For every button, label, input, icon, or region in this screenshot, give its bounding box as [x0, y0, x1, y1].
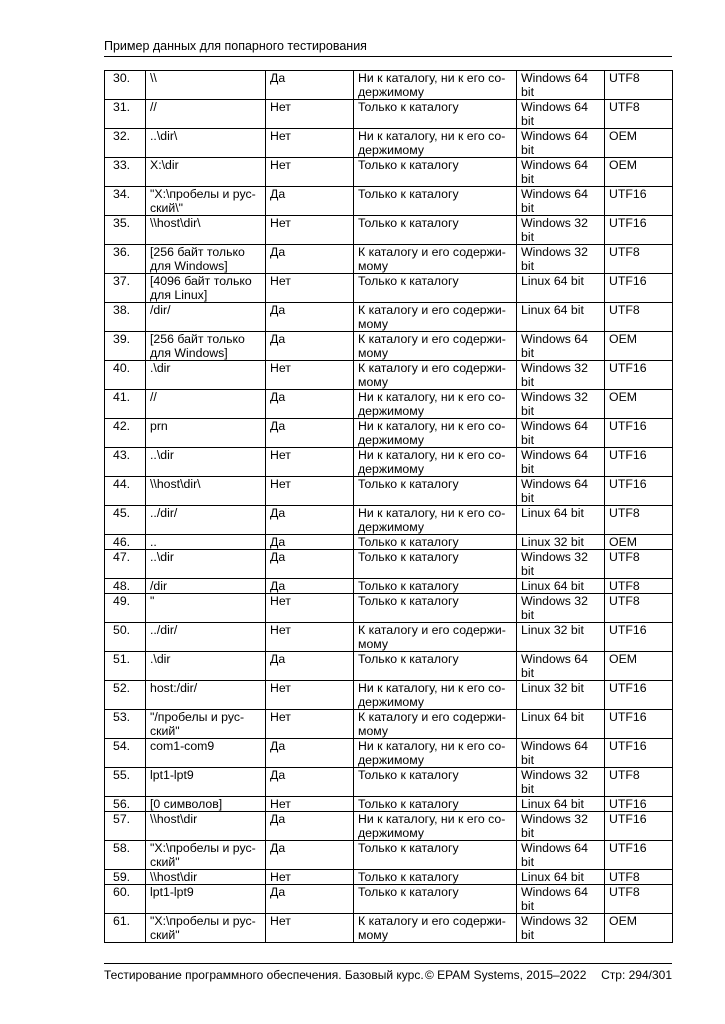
cell-row-number: 55. [105, 768, 146, 797]
cell-platform: Windows 64 bit [517, 448, 605, 477]
cell-path-value: [0 символов] [146, 797, 266, 812]
cell-trailing-slash-flag: Нет [266, 914, 354, 943]
cell-trailing-slash-flag: Да [266, 652, 354, 681]
cell-access-scope: Только к каталогу [354, 652, 517, 681]
cell-platform: Windows 64 bit [517, 477, 605, 506]
cell-row-number: 46. [105, 535, 146, 550]
cell-access-scope: Только к каталогу [354, 100, 517, 129]
cell-encoding: UTF16 [605, 448, 673, 477]
cell-encoding: UTF16 [605, 681, 673, 710]
cell-platform: Linux 32 bit [517, 623, 605, 652]
cell-row-number: 50. [105, 623, 146, 652]
table-row [105, 594, 673, 623]
cell-access-scope: Только к каталогу [354, 187, 517, 216]
cell-access-scope: Только к каталогу [354, 477, 517, 506]
footer-copyright: © EPAM Systems, 2015–2022 [425, 968, 587, 982]
cell-path-value: .\dir [146, 361, 266, 390]
cell-trailing-slash-flag: Да [266, 550, 354, 579]
cell-path-value: /dir/ [146, 303, 266, 332]
cell-path-value: host:/dir/ [146, 681, 266, 710]
cell-trailing-slash-flag: Нет [266, 216, 354, 245]
cell-access-scope: Ни к каталогу, ни к его со- держимому [354, 739, 517, 768]
cell-trailing-slash-flag: Нет [266, 797, 354, 812]
cell-trailing-slash-flag: Да [266, 579, 354, 594]
table-row [105, 274, 673, 303]
cell-platform: Windows 64 bit [517, 332, 605, 361]
cell-platform: Linux 64 bit [517, 506, 605, 535]
cell-path-value: ..\dir\ [146, 129, 266, 158]
cell-path-value: com1-com9 [146, 739, 266, 768]
cell-row-number: 33. [105, 158, 146, 187]
cell-row-number: 58. [105, 841, 146, 870]
table-row [105, 245, 673, 274]
cell-platform: Linux 64 bit [517, 710, 605, 739]
cell-row-number: 30. [105, 71, 146, 100]
cell-platform: Windows 64 bit [517, 158, 605, 187]
cell-access-scope: Только к каталогу [354, 768, 517, 797]
cell-trailing-slash-flag: Да [266, 332, 354, 361]
table-row [105, 332, 673, 361]
cell-access-scope: К каталогу и его содержи- мому [354, 623, 517, 652]
cell-path-value: ..\dir [146, 448, 266, 477]
table-row [105, 477, 673, 506]
cell-trailing-slash-flag: Да [266, 768, 354, 797]
cell-encoding: UTF8 [605, 870, 673, 885]
table-row [105, 361, 673, 390]
cell-trailing-slash-flag: Нет [266, 100, 354, 129]
cell-access-scope: К каталогу и его содержи- мому [354, 361, 517, 390]
cell-platform: Windows 64 bit [517, 129, 605, 158]
cell-path-value: \\host\dir [146, 812, 266, 841]
cell-access-scope: Только к каталогу [354, 594, 517, 623]
cell-path-value: " [146, 594, 266, 623]
cell-path-value: .. [146, 535, 266, 550]
cell-trailing-slash-flag: Нет [266, 623, 354, 652]
cell-path-value: \\host\dir [146, 870, 266, 885]
cell-row-number: 51. [105, 652, 146, 681]
footer-page-number: Стр: 294/301 [601, 968, 672, 982]
cell-encoding: UTF8 [605, 579, 673, 594]
cell-encoding: OEM [605, 652, 673, 681]
cell-path-value: "/пробелы и рус- ский" [146, 710, 266, 739]
cell-encoding: UTF8 [605, 71, 673, 100]
cell-trailing-slash-flag: Да [266, 187, 354, 216]
cell-path-value: .\dir [146, 652, 266, 681]
cell-access-scope: Ни к каталогу, ни к его со- держимому [354, 506, 517, 535]
cell-row-number: 49. [105, 594, 146, 623]
cell-path-value: "X:\пробелы и рус- ский" [146, 841, 266, 870]
cell-encoding: UTF16 [605, 187, 673, 216]
cell-row-number: 31. [105, 100, 146, 129]
cell-row-number: 35. [105, 216, 146, 245]
cell-trailing-slash-flag: Нет [266, 158, 354, 187]
cell-trailing-slash-flag: Нет [266, 129, 354, 158]
table-row [105, 216, 673, 245]
cell-platform: Windows 64 bit [517, 419, 605, 448]
cell-encoding: UTF16 [605, 841, 673, 870]
cell-trailing-slash-flag: Нет [266, 870, 354, 885]
cell-trailing-slash-flag: Нет [266, 681, 354, 710]
cell-access-scope: К каталогу и его содержи- мому [354, 303, 517, 332]
cell-trailing-slash-flag: Нет [266, 448, 354, 477]
cell-trailing-slash-flag: Да [266, 71, 354, 100]
cell-trailing-slash-flag: Да [266, 812, 354, 841]
cell-platform: Windows 32 bit [517, 361, 605, 390]
cell-path-value: "X:\пробелы и рус- ский" [146, 914, 266, 943]
cell-access-scope: Только к каталогу [354, 797, 517, 812]
cell-trailing-slash-flag: Да [266, 390, 354, 419]
cell-row-number: 47. [105, 550, 146, 579]
cell-access-scope: Ни к каталогу, ни к его со- держимому [354, 448, 517, 477]
cell-row-number: 39. [105, 332, 146, 361]
table-row [105, 506, 673, 535]
cell-access-scope: Только к каталогу [354, 579, 517, 594]
cell-access-scope: Ни к каталогу, ни к его со- держимому [354, 681, 517, 710]
cell-access-scope: Только к каталогу [354, 870, 517, 885]
cell-platform: Linux 64 bit [517, 579, 605, 594]
table-row [105, 841, 673, 870]
cell-platform: Windows 64 bit [517, 187, 605, 216]
table-row [105, 681, 673, 710]
cell-platform: Windows 32 bit [517, 914, 605, 943]
table-row [105, 550, 673, 579]
cell-row-number: 32. [105, 129, 146, 158]
table-row [105, 797, 673, 812]
cell-row-number: 38. [105, 303, 146, 332]
cell-path-value: [256 байт только для Windows] [146, 332, 266, 361]
cell-encoding: UTF16 [605, 419, 673, 448]
cell-row-number: 42. [105, 419, 146, 448]
table-row [105, 870, 673, 885]
table-row [105, 623, 673, 652]
cell-trailing-slash-flag: Да [266, 739, 354, 768]
cell-trailing-slash-flag: Да [266, 303, 354, 332]
cell-path-value: lpt1-lpt9 [146, 768, 266, 797]
table-row [105, 885, 673, 914]
cell-platform: Linux 64 bit [517, 870, 605, 885]
cell-encoding: UTF16 [605, 216, 673, 245]
cell-row-number: 41. [105, 390, 146, 419]
cell-platform: Windows 64 bit [517, 652, 605, 681]
table-row [105, 390, 673, 419]
cell-encoding: UTF8 [605, 594, 673, 623]
table-row [105, 71, 673, 100]
cell-encoding: UTF8 [605, 550, 673, 579]
cell-platform: Windows 64 bit [517, 841, 605, 870]
cell-access-scope: Только к каталогу [354, 535, 517, 550]
cell-encoding: UTF16 [605, 477, 673, 506]
cell-encoding: OEM [605, 158, 673, 187]
cell-platform: Windows 64 bit [517, 885, 605, 914]
cell-access-scope: Ни к каталогу, ни к его со- держимому [354, 129, 517, 158]
cell-encoding: UTF16 [605, 812, 673, 841]
cell-encoding: OEM [605, 535, 673, 550]
cell-access-scope: Ни к каталогу, ни к его со- держимому [354, 812, 517, 841]
cell-access-scope: Только к каталогу [354, 550, 517, 579]
table-row [105, 535, 673, 550]
cell-path-value: // [146, 100, 266, 129]
cell-trailing-slash-flag: Да [266, 885, 354, 914]
cell-access-scope: К каталогу и его содержи- мому [354, 332, 517, 361]
cell-access-scope: Только к каталогу [354, 885, 517, 914]
cell-trailing-slash-flag: Нет [266, 594, 354, 623]
cell-path-value: X:\dir [146, 158, 266, 187]
cell-trailing-slash-flag: Да [266, 535, 354, 550]
cell-encoding: UTF16 [605, 361, 673, 390]
table-row [105, 652, 673, 681]
table-row [105, 100, 673, 129]
cell-trailing-slash-flag: Да [266, 841, 354, 870]
cell-platform: Windows 64 bit [517, 71, 605, 100]
cell-row-number: 36. [105, 245, 146, 274]
cell-platform: Linux 64 bit [517, 797, 605, 812]
cell-encoding: OEM [605, 332, 673, 361]
table-row [105, 187, 673, 216]
table-row [105, 303, 673, 332]
cell-access-scope: Ни к каталогу, ни к его со- держимому [354, 71, 517, 100]
cell-access-scope: Только к каталогу [354, 158, 517, 187]
cell-encoding: UTF8 [605, 245, 673, 274]
cell-encoding: OEM [605, 390, 673, 419]
cell-access-scope: Только к каталогу [354, 216, 517, 245]
cell-path-value: \\host\dir\ [146, 216, 266, 245]
table-row [105, 812, 673, 841]
cell-platform: Windows 32 bit [517, 216, 605, 245]
table-row [105, 710, 673, 739]
cell-platform: Windows 32 bit [517, 594, 605, 623]
cell-platform: Windows 32 bit [517, 390, 605, 419]
cell-encoding: OEM [605, 129, 673, 158]
cell-trailing-slash-flag: Нет [266, 710, 354, 739]
cell-path-value: "X:\пробелы и рус- ский\" [146, 187, 266, 216]
cell-row-number: 44. [105, 477, 146, 506]
cell-path-value: \\ [146, 71, 266, 100]
cell-trailing-slash-flag: Да [266, 419, 354, 448]
cell-encoding: UTF8 [605, 506, 673, 535]
header-divider [104, 56, 672, 57]
pairwise-data-table [104, 70, 673, 943]
cell-encoding: UTF8 [605, 768, 673, 797]
cell-encoding: UTF16 [605, 274, 673, 303]
cell-platform: Windows 32 bit [517, 812, 605, 841]
cell-path-value: ../dir/ [146, 506, 266, 535]
cell-row-number: 53. [105, 710, 146, 739]
table-row [105, 448, 673, 477]
cell-encoding: UTF16 [605, 623, 673, 652]
cell-path-value: ../dir/ [146, 623, 266, 652]
table-row [105, 768, 673, 797]
cell-platform: Windows 32 bit [517, 768, 605, 797]
cell-path-value: [256 байт только для Windows] [146, 245, 266, 274]
cell-access-scope: Только к каталогу [354, 274, 517, 303]
cell-platform: Windows 32 bit [517, 245, 605, 274]
cell-row-number: 45. [105, 506, 146, 535]
cell-row-number: 61. [105, 914, 146, 943]
table-body [105, 71, 673, 943]
cell-path-value: // [146, 390, 266, 419]
cell-access-scope: К каталогу и его содержи- мому [354, 710, 517, 739]
cell-access-scope: Ни к каталогу, ни к его со- держимому [354, 390, 517, 419]
cell-path-value: [4096 байт только для Linux] [146, 274, 266, 303]
table-row [105, 739, 673, 768]
cell-access-scope: Ни к каталогу, ни к его со- держимому [354, 419, 517, 448]
table-row [105, 419, 673, 448]
page-header: Пример данных для попарного тестирования [104, 39, 367, 53]
cell-path-value: lpt1-lpt9 [146, 885, 266, 914]
cell-row-number: 54. [105, 739, 146, 768]
table-row [105, 579, 673, 594]
cell-row-number: 40. [105, 361, 146, 390]
cell-platform: Linux 64 bit [517, 274, 605, 303]
cell-path-value: ..\dir [146, 550, 266, 579]
cell-trailing-slash-flag: Да [266, 506, 354, 535]
cell-platform: Windows 32 bit [517, 550, 605, 579]
cell-row-number: 48. [105, 579, 146, 594]
cell-access-scope: К каталогу и его содержи- мому [354, 914, 517, 943]
footer-divider [104, 963, 672, 964]
cell-row-number: 56. [105, 797, 146, 812]
cell-path-value: /dir [146, 579, 266, 594]
cell-platform: Linux 64 bit [517, 303, 605, 332]
cell-trailing-slash-flag: Нет [266, 274, 354, 303]
cell-platform: Linux 32 bit [517, 681, 605, 710]
cell-encoding: UTF16 [605, 739, 673, 768]
table-row [105, 158, 673, 187]
cell-platform: Windows 64 bit [517, 739, 605, 768]
cell-platform: Linux 32 bit [517, 535, 605, 550]
cell-row-number: 34. [105, 187, 146, 216]
cell-access-scope: К каталогу и его содержи- мому [354, 245, 517, 274]
cell-trailing-slash-flag: Да [266, 245, 354, 274]
cell-row-number: 52. [105, 681, 146, 710]
table-row [105, 129, 673, 158]
cell-encoding: OEM [605, 914, 673, 943]
cell-encoding: UTF16 [605, 797, 673, 812]
cell-encoding: UTF16 [605, 710, 673, 739]
cell-platform: Windows 64 bit [517, 100, 605, 129]
cell-trailing-slash-flag: Нет [266, 361, 354, 390]
cell-encoding: UTF8 [605, 303, 673, 332]
cell-trailing-slash-flag: Нет [266, 477, 354, 506]
cell-row-number: 43. [105, 448, 146, 477]
cell-access-scope: Только к каталогу [354, 841, 517, 870]
cell-row-number: 37. [105, 274, 146, 303]
cell-path-value: \\host\dir\ [146, 477, 266, 506]
cell-path-value: prn [146, 419, 266, 448]
cell-row-number: 57. [105, 812, 146, 841]
table-row [105, 914, 673, 943]
footer-course-title: Тестирование программного обеспечения. Базовый курс. [104, 968, 424, 982]
cell-encoding: UTF8 [605, 100, 673, 129]
cell-encoding: UTF8 [605, 885, 673, 914]
cell-row-number: 59. [105, 870, 146, 885]
cell-row-number: 60. [105, 885, 146, 914]
